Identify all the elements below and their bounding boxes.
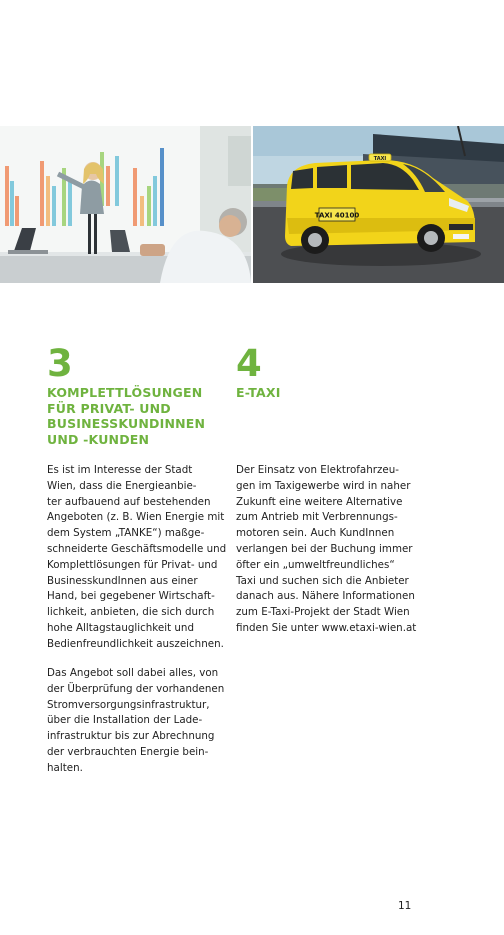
taxi-illustration xyxy=(253,126,504,283)
page-number: 11 xyxy=(398,900,412,912)
section-4-paragraph-1: Der Einsatz von Elektrofahrzeu- gen im Taxigewerbe wird in naher Zukunft eine weitere Alternative zum Antrieb mit Verbrennungs- motoren sein. Auch KundInnen verlangen bei der Buchung immer öfter ein „umweltfreundliches“ Taxi und suchen sich die Anbieter danach aus. Nähere Informationen zum E-Taxi-Projekt der Stadt Wien finden Sie unter www.etaxi-wien.at xyxy=(236,464,417,634)
taxi-photo xyxy=(253,126,504,283)
section-3-paragraph-2: Das Angebot soll dabei alles, von der Überprüfung der vorhandenen Stromversorgungsinfrastruktur, über die Installation der Lade- infrastruktur bis zur Abrechnung der verbrauchten Energie bein- halten. xyxy=(47,667,225,774)
presentation-illustration xyxy=(0,126,251,283)
roof-sign-text: TAXI xyxy=(373,156,387,162)
section-heading: KOMPLETTLÖSUNGEN FÜR PRIVAT- UND BUSINESSKUNDINNEN UND -KUNDEN xyxy=(47,385,206,447)
presentation-photo xyxy=(0,126,251,283)
section-3-header xyxy=(47,342,225,447)
section-3-paragraph-1: Es ist im Interesse der Stadt Wien, dass die Energieanbie- ter aufbauend auf bestehenden Angeboten (z. B. Wien Energie mit dem System „TANKE“) maßge- schneiderte Geschäftsmodelle und Komplettlösungen für Privat- und BusinesskundInnen aus einer Hand, bei gegebener Wirtschaft- lichkeit, anbieten, die sich durch hohe Alltagstauglichkeit und Bedienfreundlichkeit auszeichnen. xyxy=(47,464,227,650)
section-number: 3 xyxy=(47,342,72,385)
section-heading: E-TAXI xyxy=(236,385,281,400)
section-4-header xyxy=(236,342,426,401)
door-label-text: TAXI 40100 xyxy=(314,211,360,220)
section-number: 4 xyxy=(236,342,261,385)
